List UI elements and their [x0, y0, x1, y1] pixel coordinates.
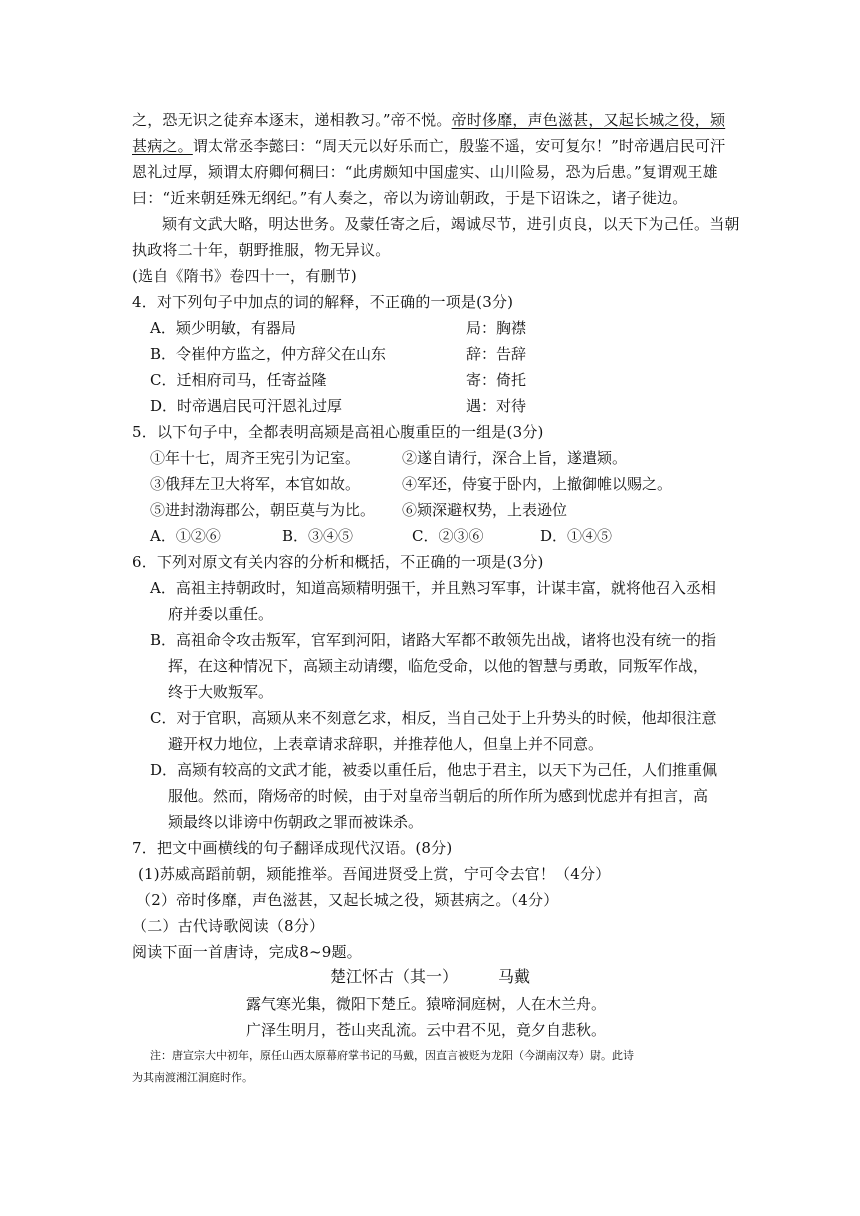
- poem-line-1: 露气寒光集，微阳下楚丘。猿啼洞庭树，人在木兰舟。: [246, 995, 607, 1013]
- q6-option-d-line-1: D．高颎有较高的文武才能，被委以重任后，他忠于君主，以天下为己任，人们推重佩: [150, 761, 718, 779]
- q6-option-c-line-2: 避开权力地位，上表章请求辞职，并推荐他人，但皇上并不同意。: [168, 735, 604, 753]
- passage-line-2-text: 谓太常丞李懿曰：“周天元以好乐而亡，殷鉴不遥，安可复尔！”时帝遇启民可汗: [192, 137, 726, 155]
- poem-note-line-2: 为其南渡湘江洞庭时作。: [132, 1071, 253, 1084]
- q4-option-c: C．迁相府司马，任寄益隆: [150, 371, 327, 389]
- underlined-sentence-end: 甚病之。: [132, 137, 193, 155]
- section-heading-poetry: （二）古代诗歌阅读（8分）: [132, 917, 325, 935]
- passage-line-5: 颎有文武大略，明达世务。及蒙任寄之后，竭诚尽节，进引贞良，以天下为己任。当朝: [162, 215, 740, 233]
- q6-option-d-line-3: 颎最终以诽谤中伤朝政之罪而被诛杀。: [168, 813, 424, 831]
- q4-option-d: D．时帝遇启民可汗恩礼过厚: [150, 397, 343, 415]
- poem-note-line-1: 注：唐宣宗大中初年，原任山西太原幕府掌书记的马戴，因直言被贬为龙阳（今湖南汉寿）尉。此诗: [150, 1049, 634, 1062]
- underlined-sentence-start: 帝时侈靡，声色滋甚，又起长城之役，颎: [451, 111, 726, 129]
- passage-source: (选自《隋书》卷四十一，有删节): [132, 267, 357, 285]
- q6-option-b-line-3: 终于大败叛军。: [168, 683, 274, 701]
- q5-item-5: ⑤进封渤海郡公，朝臣莫与为比。: [150, 501, 376, 519]
- q6-option-a-line-1: A．高祖主持朝政时，知道高颎精明强干，并且熟习军事，计谋丰富，就将他召入丞相: [150, 579, 716, 597]
- q5-item-1: ①年十七，周齐王宪引为记室。: [150, 449, 361, 467]
- q6-option-b-line-2: 挥，在这种情况下，高颎主动请缨，临危受命，以他的智慧与勇敢，同叛军作战，: [168, 657, 709, 675]
- q4-gloss-b: 辞：告辞: [466, 345, 527, 363]
- passage-line-1-text: 之，恐无识之徒弃本逐末，递相教习。”帝不悦。: [132, 111, 452, 129]
- q7-stem: 7．把文中画横线的句子翻译成现代汉语。(8分): [132, 839, 453, 857]
- poem-author: 马戴: [498, 967, 531, 986]
- q5-item-6: ⑥颎深避权势，上表逊位: [402, 501, 568, 519]
- passage-line-6: 执政将二十年，朝野推服，物无异议。: [132, 241, 391, 259]
- q5-stem: 5．以下句子中，全都表明高颎是高祖心腹重臣的一组是(3分): [132, 423, 544, 441]
- poem-title: 楚江怀古（其一）: [330, 967, 459, 986]
- q4-stem: 4．对下列句子中加点的词的解释，不正确的一项是(3分): [132, 293, 514, 311]
- q5-choice-d: D．①④⑤: [540, 527, 613, 545]
- poem-line-2: 广泽生明月，苍山夹乱流。云中君不见，竟夕自悲秋。: [246, 1021, 607, 1039]
- q5-choice-b: B．③④⑤: [282, 527, 354, 545]
- q5-item-4: ④军还，侍宴于卧内，上撤御帷以赐之。: [402, 475, 673, 493]
- q4-option-a: A．颎少明敏，有器局: [150, 319, 296, 337]
- q7-sentence-1: (1)苏威高蹈前朝，颎能推举。吾闻进贤受上赏，宁可令去官！（4分）: [138, 865, 611, 883]
- q6-option-c-line-1: C．对于官职，高颎从来不刻意乞求，相反，当自己处于上升势头的时候，他却很注意: [150, 709, 717, 727]
- q7-sentence-2: （2）帝时侈靡，声色滋甚，又起长城之役，颎甚病之。（4分）: [136, 891, 559, 909]
- q4-gloss-a: 局：胸襟: [466, 319, 527, 337]
- q5-item-2: ②遂自请行，深合上旨，遂遣颎。: [402, 449, 628, 467]
- passage-line-1: [132, 110, 732, 130]
- passage-line-4: 曰：“近来朝廷殊无纲纪。”有人奏之，帝以为谤讪朝政，于是下诏诛之，诸子徙边。: [132, 189, 688, 207]
- q4-gloss-c: 寄：倚托: [466, 371, 527, 389]
- poetry-instruction: 阅读下面一首唐诗，完成8~9题。: [132, 943, 362, 961]
- passage-line-2: [132, 136, 732, 156]
- q6-stem: 6．下列对原文有关内容的分析和概括，不正确的一项是(3分): [132, 553, 544, 571]
- q5-choice-c: C．②③⑥: [412, 527, 484, 545]
- q5-choice-a: A．①②⑥: [150, 527, 221, 545]
- q5-item-3: ③俄拜左卫大将军，本官如故。: [150, 475, 361, 493]
- q6-option-d-line-2: 服他。然而，隋炀帝的时候，由于对皇帝当朝后的所作所为感到忧虑并有担言，高: [168, 787, 709, 805]
- q6-option-a-line-2: 府并委以重任。: [168, 605, 274, 623]
- q6-option-b-line-1: B．高祖命令攻击叛军，官军到河阳，诸路大军都不敢领先出战，诸将也没有统一的指: [150, 631, 717, 649]
- passage-line-3: 恩礼过厚，颎谓太府卿何稠曰：“此虏颇知中国虚实、山川险易，恐为后患。”复谓观王雄: [132, 163, 718, 181]
- q4-option-b: B．令崔仲方监之，仲方辞父在山东: [150, 345, 387, 363]
- q4-gloss-d: 遇：对待: [466, 397, 527, 415]
